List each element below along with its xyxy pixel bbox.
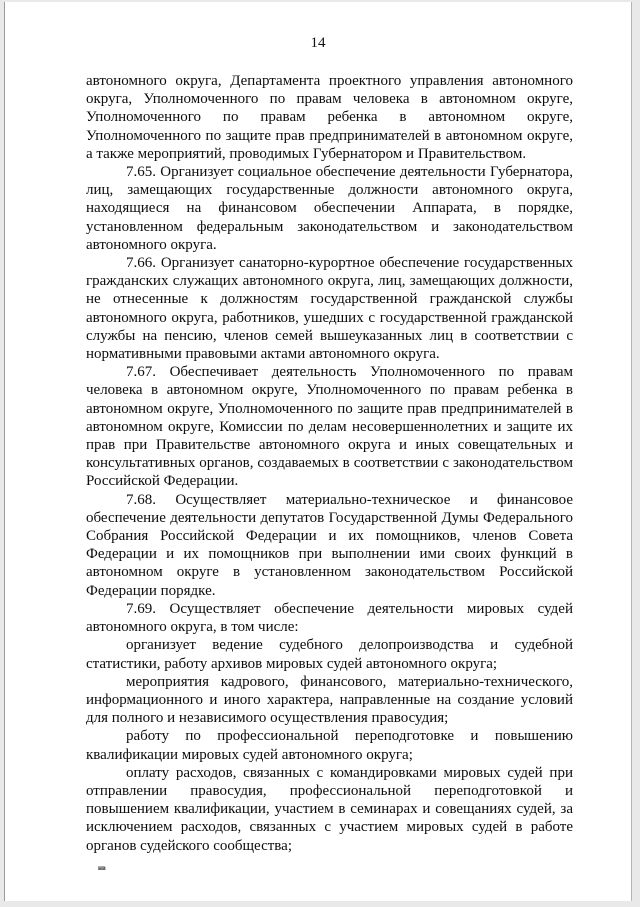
document-page [4, 2, 632, 901]
list-item-records: организует ведение судебного делопроизводства и судебной статистики, работу архивов мировых судей автономного округа; [86, 637, 573, 672]
footer-initials: нв [98, 864, 106, 872]
paragraph-7-65: 7.65. Организует социальное обеспечение деятельности Губернатора, лиц, замещающих государственные должности автономного округа, находящиеся на финансовом обеспечении Аппарата, в порядке, установленном федеральным законодательством и законодательством автономного округа. [86, 164, 573, 253]
list-item-travel-expenses: оплату расходов, связанных с командировками мировых судей при отправлении правосудия, профессиональной переподготовкой и повышением квалификации, участием в семинарах и совещаниях судей, за исключением расходов, связанных с участием мировых судей в работе органов судейского сообщества; [86, 764, 573, 854]
paragraph-7-69: 7.69. Осуществляет обеспечение деятельности мировых судей автономного округа, в том числе: [86, 600, 573, 636]
paragraph-continuation: автономного округа, Департамента проектного управления автономного округа, Уполномоченного по правам человека в автономном округе, Уполномоченного по правам ребенка в автономном округе, Уполномоченного по защите прав предпринимателей в автономном округе, а также мероприятий, проводимых Губернатором и Правительством. [86, 73, 573, 162]
page-number: 14 [310, 35, 326, 51]
list-item-retraining: работу по профессиональной переподготовке и повышению квалификации мировых судей автономного округа; [86, 728, 573, 763]
list-item-support-measures: мероприятия кадрового, финансового, материально-технического, информационного и иного характера, направленные на создание условий для полного и независимого осуществления правосудия; [86, 673, 573, 727]
paragraph-7-66: 7.66. Организует санаторно-курортное обеспечение государственных гражданских служащих автономного округа, лиц, замещающих должности, не отнесенные к должностям государственной гражданской службы автономного округа, работников, ушедших с государственной гражданской службы на пенсию, членов семей вышеуказанных лиц в соответствии с нормативными правовыми актами автономного округа. [86, 255, 573, 363]
paragraph-7-67: 7.67. Обеспечивает деятельность Уполномоченного по правам человека в автономном округе, Уполномоченного по правам ребенка в автономном округе, Уполномоченного по защите прав предпринимателей в автономном округе, Комиссии по делам несовершеннолетних и защите их прав при Правительстве автономного округа и иных совещательных и консультативных органов, создаваемых в соответствии с законодательством Российской Федерации. [86, 364, 573, 490]
document-body [86, 72, 573, 855]
paragraph-7-68: 7.68. Осуществляет материально-техническое и финансовое обеспечение деятельности депутатов Государственной Думы Федерального Собрания Российской Федерации и их помощников, членов Совета Федерации и их помощников при выполнении ими своих функций в автономном округе в установленном законодательством Российской Федерации порядке. [86, 491, 573, 599]
